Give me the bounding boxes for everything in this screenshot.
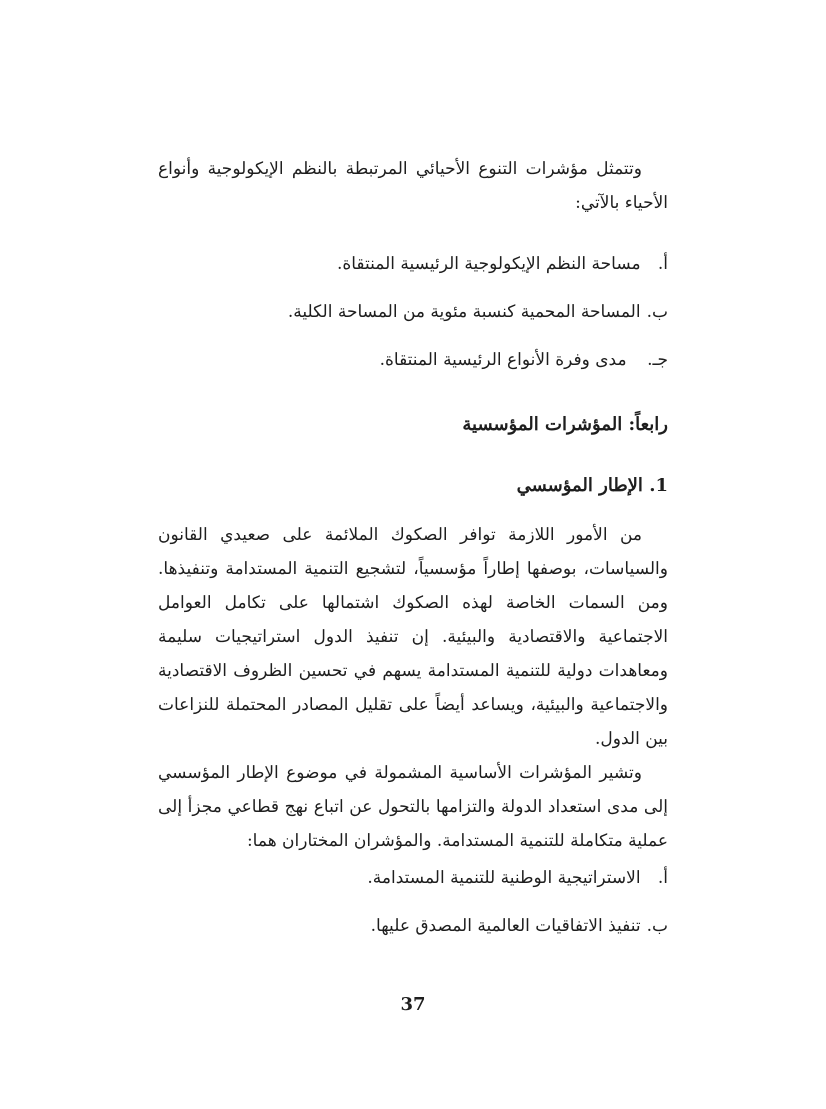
list-item-text: الاستراتيجية الوطنية للتنمية المستدامة. bbox=[367, 868, 641, 888]
list-marker: ب. bbox=[646, 302, 668, 322]
list-item-text: مساحة النظم الإيكولوجية الرئيسية المنتقاة. bbox=[336, 254, 641, 274]
subsection-heading: 1. الإطار المؤسسي bbox=[516, 475, 668, 496]
list-item-text: تنفيذ الاتفاقيات العالمية المصدق عليها. bbox=[370, 916, 641, 936]
institutional-paragraph-2: وتشير المؤشرات الأساسية المشمولة في موضوع الإطار المؤسسي إلى مدى استعداد الدولة والتزامها بالتحول عن اتباع نهج قطاعي مجزأ إلى عملية متكاملة للتنمية المستدامة. والمؤشران المختاران هما: bbox=[158, 763, 668, 851]
biodiversity-intro-paragraph: وتتمثل مؤشرات التنوع الأحيائي المرتبطة بالنظم الإيكولوجية وأنواع الأحياء بالآتي: bbox=[158, 159, 668, 213]
institutional-list-item-a bbox=[148, 864, 668, 892]
page-number: 37 bbox=[400, 994, 426, 1015]
section-heading: رابعاً: المؤشرات المؤسسية bbox=[462, 414, 668, 435]
institutional-list-item-b bbox=[148, 912, 668, 940]
biodiversity-list-item-b bbox=[148, 298, 668, 326]
list-marker: أ. bbox=[657, 868, 668, 888]
list-marker: جـ. bbox=[647, 350, 668, 370]
biodiversity-list-item-c bbox=[148, 346, 668, 374]
biodiversity-list-item-a bbox=[148, 250, 668, 278]
list-marker: ب. bbox=[646, 916, 668, 936]
list-item-text: مدى وفرة الأنواع الرئيسية المنتقاة. bbox=[379, 350, 627, 370]
institutional-paragraph-1: من الأمور اللازمة توافر الصكوك الملائمة على صعيدي القانون والسياسات، بوصفها إطاراً مؤسسياً، لتشجيع التنمية المستدامة وتنفيذها. ومن السمات الخاصة لهذه الصكوك اشتمالها على تكامل العوامل الاجتماعية والاقتصادية والبيئية. إن تنفيذ الدول استراتيجيات سليمة ومعاهدات دولية للتنمية المستدامة يسهم في تحسين الظروف الاقتصادية والاجتماعية والبيئية، ويساعد أيضاً على تقليل المصادر المحتملة للنزاعات بين الدول. bbox=[158, 525, 668, 749]
list-marker: أ. bbox=[657, 254, 668, 274]
list-item-text: المساحة المحمية كنسبة مئوية من المساحة الكلية. bbox=[287, 302, 641, 322]
